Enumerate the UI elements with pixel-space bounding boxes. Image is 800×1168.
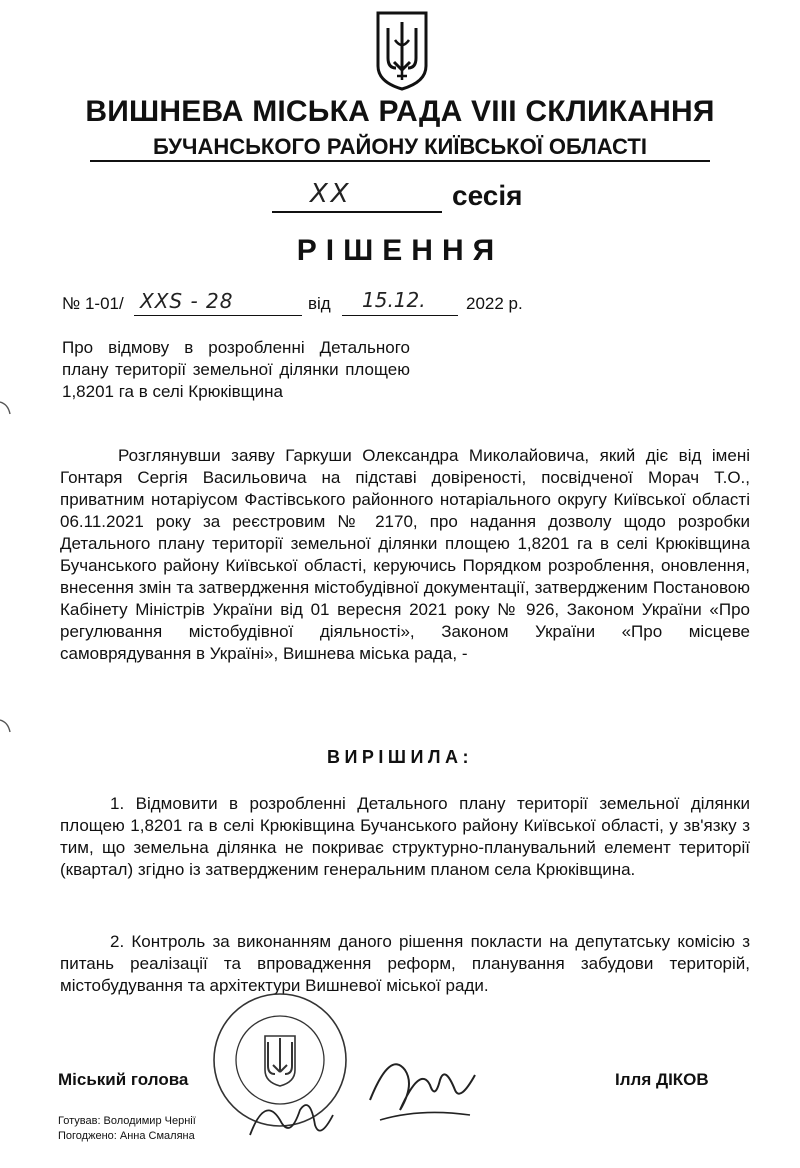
decision-item-text: 2. Контроль за виконанням даного рішення покласти на депутатську комісію з питань реалізації та впровадження реформ, планування забудови територій, містобудування та архітектури Вишневої міської ради. xyxy=(60,932,750,995)
number-prefix: № 1-01/ xyxy=(62,294,124,313)
signatory-name: Ілля ДІКОВ xyxy=(615,1070,709,1089)
date-label: від xyxy=(308,294,331,313)
document-number: XXЅ - 28 xyxy=(140,289,234,313)
decision-subject: Про відмову в розробленні Детального плану території земельної ділянки площею 1,8201 га в селі Крюківщина xyxy=(62,338,410,401)
scan-edge-mark xyxy=(0,398,14,416)
document-number-line xyxy=(62,288,782,321)
document-type: РІШЕННЯ xyxy=(296,234,504,267)
date-blank xyxy=(342,315,458,316)
document-year: 2022 р. xyxy=(466,294,523,313)
document-date: 15.12. xyxy=(362,288,426,312)
district-title: БУЧАНСЬКОГО РАЙОНУ КИЇВСЬКОЇ ОБЛАСТІ xyxy=(153,134,647,159)
preamble-text: Розглянувши заяву Гаркуши Олександра Миколайовича, який діє від імені Гонтаря Сергія Васильовича на підставі довіреності, посвідченої Морач Т.О., приватним нотаріусом Фастівського районного нотаріального округу Київської області 06.11.2021 року за реєстровим № 2170, про надання дозволу щодо розробки Детального плану території земельної ділянки площею 1,8201 га в селі Крюківщина Бучанського району Київської області, керуючись Порядком розроблення, оновлення, внесення змін та затвердження містобудівної документації, затвердженим Постановою Кабінету Міністрів України від 01 вересня 2021 року № 926, Законом України «Про регулювання містобудівної діяльності», Законом України «Про місцеве самоврядування в Україні», Вишнева міська рада, - xyxy=(60,446,750,663)
session-number: XX xyxy=(310,179,352,209)
session-number-blank xyxy=(272,211,442,213)
prepared-by: Готував: Володимир Чернії xyxy=(58,1115,196,1127)
number-blank xyxy=(134,315,302,316)
decision-item-2 xyxy=(60,931,750,997)
decision-item-text: 1. Відмовити в розробленні Детального плану території земельної ділянки площею 1,8201 га в селі Крюківщина Бучанського району Київської області, у зв'язку з тим, що земельна ділянка не покриває структурно-планувальний елемент території (квартал) згідно із затвердженим генеральним планом села Крюківщина. xyxy=(60,794,750,879)
agreed-by: Погоджено: Анна Смаляна xyxy=(58,1130,195,1142)
decision-item-1 xyxy=(60,793,750,881)
header-divider xyxy=(90,160,710,162)
signatory-position: Міський голова xyxy=(58,1070,189,1089)
mayor-signature xyxy=(360,1030,480,1130)
preamble xyxy=(60,445,750,665)
clerk-signature xyxy=(245,1085,335,1155)
council-title: ВИШНЕВА МІСЬКА РАДА VIII СКЛИКАННЯ xyxy=(85,95,715,128)
resolved-heading: ВИРІШИЛА: xyxy=(326,747,474,767)
session-label: сесія xyxy=(452,180,523,211)
session-line xyxy=(0,178,800,218)
coat-of-arms-icon xyxy=(375,10,429,92)
scan-edge-mark xyxy=(0,716,14,734)
